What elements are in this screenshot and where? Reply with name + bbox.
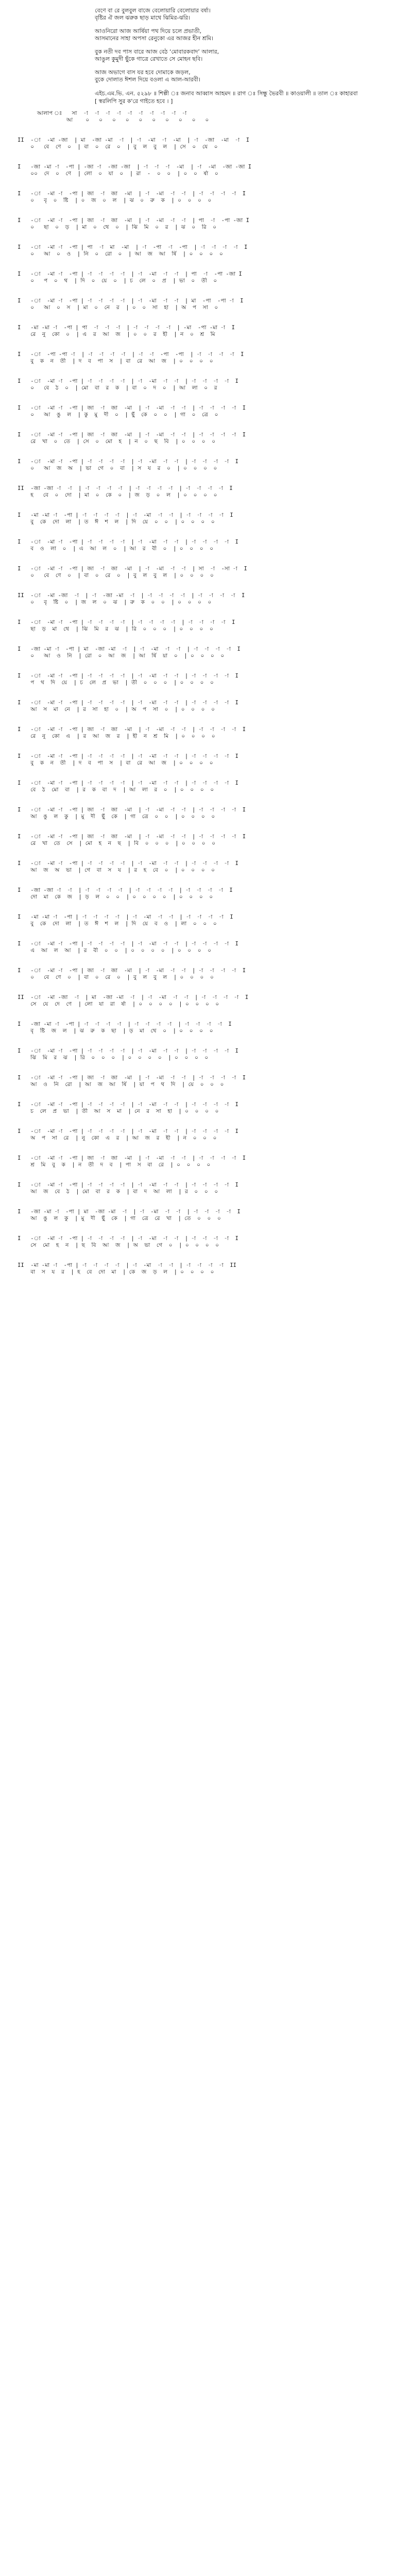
swara-row: I -া -মা -া -পা | জা -া জা -মা | -া -মা -া -া | -া -া -া -া I — [18, 432, 246, 438]
swara-row: I -া -মা -া -পা | পা -া মা -মা | -া -পা -া -পা | -া -া -া -া I — [18, 244, 248, 250]
poem-line: আজ অভাগে বাস যর হবে দোমাকে জড়ল, — [95, 69, 191, 76]
lyric-row: ০ আ ঙু ল | কু মু দী ০ | ছুঁ কে ০ ০ | গা ০ ত্রে ০ — [18, 412, 218, 418]
poem-line: বুক নতী দব পাস বারে আজ বেঠ ‘মোবারকবাদ’ আলার, — [95, 48, 219, 55]
swara-row: I -া -মা -া -পা | জা -া জা -মা | -া -মা -া -া | -া -া -া -া I — [18, 1075, 246, 1081]
swara-row: I -মা -মা -া -পা | -া -া -া -া | -া -মা -া -া | -া -া -া -া I — [18, 512, 233, 518]
poem-line: বেণে বা রে বুলবুল বাজে বেলোয়ারি বেলোয়ার বর্ষা। — [95, 7, 211, 14]
lyric-row: বৃ ষ্টি জ ল | ঝ রু ক ছা | ড় মা থে ০ | ০ ০ ০ ০ — [18, 1028, 213, 1034]
swara-row: I -া -মা -া -পা | -া -া -া -া | -া -মা -া -া | -া -া -া -া I — [18, 1101, 238, 1108]
swara-row: আলাপ ঃ সা -া -া -া -া -া -া -া -া -া -া — [18, 110, 187, 116]
swara-row: I -া -মা -া -পা | -া -া -া -া | -া -মা -া -া | -া -া -া -া I — [18, 673, 238, 679]
swara-row: I -া -মা -া -পা | -া -া -া -া | -া -মা -া -া | -া -া -া -া I — [18, 1182, 238, 1188]
swara-row: I -া -মা -া -পা | -া -া -া -া | -া -মা -া -া | -া -া -া -া I — [18, 539, 238, 545]
lyric-row: ০ বৃ ষ্টি ০ | জ ল ০ ঝ | রু ক ০ ০ | ০ ০ ০ ০ — [18, 599, 212, 605]
poem-stanza — [95, 28, 394, 42]
lyric-row: রে খা তে সে | মো হ ন ছ | বি ০ ০ ০ | ০ ০ ০ ০ — [18, 840, 216, 846]
lyric-row: ০ বে ণে ০ | বা ০ রে ০ | বু ল বু ল | সে ০ যে ০ — [18, 144, 218, 150]
swara-row: II -জা -জা -া -া | -া -া -া -া | -া -া -া -া | -া -া -া -া I — [18, 485, 233, 492]
lyric-row: বু ক ন তী | দ ব পা স | বা রে আ জ | ০ ০ ০ ০ — [18, 760, 213, 766]
lyric-row: রে খা ০ তে | সে ০ মো হ | ন ০ ছ বি | ০ ০ ০ ০ — [18, 438, 216, 445]
swara-row: I -া -মা -া -পা | -া -া -া -া | -া -মা -া -া | পা -া -পা -জা I — [18, 271, 242, 277]
swara-row: II -া -মা -জা -া | মা -জা -মা -া | -া -মা -া -া | -া -া -া -া I — [18, 994, 249, 1001]
notation-sheet — [18, 110, 394, 1276]
lyric-row: বে ঠ মো বা | র ক বা দ | আ লা র ০ | ০ ০ ০ ০ — [18, 787, 214, 793]
lyric-row: বু ক ন তী | দ ব পা স | বা রে আ জ | ০ ০ ০ ০ — [18, 358, 213, 364]
lyric-row: আ স মা নে | র সা হা ০ | অ প সা ০ | ০ ০ ০ ০ — [18, 706, 215, 713]
swara-row: I -া -মা -া -পা | জা -া জা -মা | -া -মা -া -া | -া -া -া -া I — [18, 834, 246, 840]
lyric-row: ব ও লা ০ | এ আ ল ০ | আ র বী ০ | ০ ০ ০ ০ — [18, 546, 214, 552]
lyric-row: আ ঙু ল কু | মু দী ছুঁ কে | গা ত্রে ০ ০ | ০ ০ ০ ০ — [18, 814, 215, 820]
lyric-row: রে নু কো ০ | এ র আ জ | ০ ০ র হী | ন ০ শ্র মি — [18, 331, 215, 337]
poem-stanza — [95, 7, 394, 22]
swara-row: I -া -মা -া -পা | -া -া -া -া | -া -মা -া -া | -া -া -া -া I — [18, 1128, 238, 1134]
swara-row: I -া -মা -া -পা | -া -া -া -া | -া -মা -া -া | -া -া -া -া I — [18, 780, 238, 786]
lyric-row: আ ০ ০ ০ ০ ০ ০ ০ ০ ০ ০ — [18, 117, 209, 123]
lyric-row: আ ও নি রো | আ জ আ র্ষি | য়া প থ দি | য়ে ০ ০ ০ — [18, 1081, 224, 1088]
lyric-row: অ প সা রে | নু কো এ র | আ জ র হী | ন ০ ০ ০ — [18, 1135, 217, 1141]
lyric-row: ০ আ ০ স | মা ০ নে র | ০ ০ সা হা | অ প সা ০ — [18, 304, 218, 311]
lyric-row: ০ আ ও নি | রো ০ আ জ | আ র্ষি য়া ০ | ০ ০ ০ ০ — [18, 653, 225, 659]
poem-stanza — [95, 48, 394, 63]
swara-row: I -া -মা -া -পা | জা -া জা -মা | -া -মা -া -া | সা -া -সা -া I — [18, 566, 247, 572]
swara-row: I -া -মা -া -পা | জা -া জা -মা | -া -মা -া -া | -া -া -া -া I — [18, 191, 246, 197]
singing-instruction: [ স্বরলিপি সুর ক'রে গাইতে হবে । ] — [95, 98, 173, 105]
lyric-row: ০ আ জ অ | ভা গে ০ বা | স য র ০ | ০ ০ ০ ০ — [18, 465, 217, 471]
lyric-row: বু কে দো লা | ত ঈ শ ল | দি য়ে ০ ০ | ০ ০ ০ ০ — [18, 519, 215, 525]
lyric-row: সে মো হ ন | ছ বি আ জ | অ ভা গে ০ | ০ ০ ০ ০ — [18, 1242, 219, 1248]
swara-row: I -া -মা -া -পা | -া -া -া -া | -া -মা -া -া | -া -া -া -া I — [18, 700, 238, 706]
swara-row: I -া -মা -া -পা | -া -া -া -া | -া -মা -া -া | -া -া -া -া I — [18, 378, 238, 384]
swara-row: I -া -মা -া -পা | -া -া -া -া | -া -মা -া -া | -া -া -া -া I — [18, 1048, 238, 1054]
swara-row: I -া -মা -া -পা | -া -া -া -া | -া -া -া -া | -া -া -া -া I — [18, 619, 235, 625]
poem-line: আসমানের সাহা অপসা রেনুকো এর আজর হীন শ্রমি। — [95, 35, 213, 42]
lyric-row: ০ বে ণে ০ | বা ০ রে ০ | বু ল বু ল | ০ ০ ০ ০ — [18, 974, 214, 980]
recording-info: এইচ.এম.ভি. এন. ৫২৯৮ ॥ শিল্পী ঃ জনাব আব্বাস আহমদ ॥ রাগ ঃ সিন্ধু ভৈরবী ॥ কাওয়ালী ॥ তাল ঃ কাহারবা — [95, 90, 358, 97]
swara-row: I -া -মা -া -পা | জা -া জা -মা | -া -মা -া -া | -া -া -া -া I — [18, 807, 246, 813]
swara-row: I -া -মা -া -পা | -া -া -া -া | -া -মা -া -া | -া -া -া -া I — [18, 860, 238, 867]
lyric-row: ঝি মি র ঝ | রি ০ ০ ০ | ০ ০ ০ ০ | ০ ০ ০ ০ — [18, 1055, 209, 1061]
swara-row: I -া -মা -া -পা | জা -া জা -মা | -া -মা -া -া | -া -া -া -া I — [18, 968, 246, 974]
song-info — [18, 90, 394, 105]
swara-row: I -া -মা -া -পা | -া -া -া -া | -া -মা -া -া | -া -া -া -া I — [18, 459, 238, 465]
swara-row: I -জা -জা -া -া | -া -া -া -া | -া -া -া -া | -া -া -া -া I — [18, 887, 233, 893]
lyric-row: ছা ড় মা থে | ঝি মি র ঝ | রি ০ ০ ০ | ০ ০ ০ ০ — [18, 626, 213, 632]
swara-row: I -মা -মা -া -পা | পা -া -া -া | -া -া -া -া | -মা -পা -মা -া I — [18, 325, 235, 331]
lyric-row: প থ দি য়ে | চ লে প্র ভা | তী ০ ০ ০ | ০ ০ ০ ০ — [18, 680, 214, 686]
lyric-row: ০ ছা ০ ড় | মা ০ থে ০ | ঝি মি ০ র | ঝ ০ রি ০ — [18, 224, 217, 230]
swara-row: I -া -মা -া -পা | জা -া জা -মা | -া -মা -া -া | -া -া -া -া I — [18, 1155, 246, 1161]
lyric-row: রে নু কো এ | র আ জ র | হী ন শ্র মি | ০ ০ ০ ০ — [18, 733, 215, 739]
lyric-row: ০ বৃ ০ ষ্টি | ০ জ ০ ল | ঝ ০ রু ক | ০ ০ ০ ০ — [18, 197, 212, 204]
lyric-row: চ লে প্র ভা | তী আ স মা | নে র সা হা | ০ ০ ০ ০ — [18, 1108, 219, 1114]
lyric-row: বু কে দো লা | ত ঈ শ ল | দি য়ে ব ও | লা ০ ০ ০ — [18, 921, 217, 927]
lyric-row: আ জ অ ভা | গে বা স য | র হ বে ০ | ০ ০ ০ ০ — [18, 867, 215, 873]
swara-row: I -জা -মা -া -পা | -া -া -া -া | -া -া -া -া | -া -া -া -া I — [18, 1021, 232, 1027]
poem-line: বৃষ্টির ঐ জল ঝরুক ছাড় মাথে ঝিমির-ঝরি। — [95, 14, 190, 21]
lyric-row: হ বে ০ দো | মা ০ কে ০ | জ ড় ০ ল | ০ ০ ০ ০ — [18, 492, 217, 498]
swara-row: II -মা -মা -া -পা | -া -া -া -া | -া -মা -া -া | -া -া -া -া II — [18, 1262, 236, 1268]
swara-row: II -া -মা -জা | মা -জা -মা -া | -া -মা -া -মা | -া -জা -মা -া I — [18, 137, 250, 143]
swara-row: I -া -মা -া -পা | জা -া জা -মা | -া -মা -া -া | -া -া -া -া I — [18, 405, 246, 411]
lyric-row: ০ বে ণে ০ | বা ০ রে ০ | বু ল বু ল | ০ ০ ০ ০ — [18, 572, 214, 579]
poem-line: আঙুল কুমুদী ছুঁকে গাত্রে রেখাতে সে মোহন ছবি। — [95, 56, 203, 62]
swara-row: I -জা -মা -া -পা | -জা -া -জা -জা | -া -া -া -মা | -া -মা -জা -জা I — [18, 164, 252, 170]
poem-stanza — [95, 69, 394, 83]
swara-row: I -মা -মা -া -পা | -া -া -া -া | -া -মা -া -া | -া -া -া -া I — [18, 914, 233, 920]
swara-row: I -া -মা -া -পা | -া -া -া -া | -া -মা -া -া | -া -া -া -া I — [18, 753, 238, 759]
swara-row: I -া -মা -া -পা | জা -া জা -মা | -া -মা -া -া | পা -া -পা -জা I — [18, 217, 249, 224]
swara-row: I -া -পা -পা -া | -া -া -া -া | -া -া -পা -পা | -া -া -া -া I — [18, 351, 244, 358]
lyric-row: আ ঙু ল কু | মু দী ছুঁ কে | গা ত্রে রে খা | তে ০ ০ ০ — [18, 1215, 221, 1222]
swara-row: I -া -মা -া -পা | -া -া -া -া | -া -মা -া -া | -া -া -া -া I — [18, 941, 238, 947]
lyric-row: এ আ ল আ | র বী ০ ০ | ০ ০ ০ ০ | ০ ০ ০ ০ — [18, 947, 212, 954]
lyric-row: সে যে দে ণে | লো যা রা র্ষা | ০ ০ ০ ০ | ০ ০ ০ ০ — [18, 1001, 219, 1007]
swara-row: I -জা -মা -া -পা | মা -জা -মা -া | -া -মা -া -া | -া -া -া -া I — [18, 646, 241, 652]
lyric-row: দো মা কে জ | ড় ল ০ ০ | ০ ০ ০ ০ | ০ ০ ০ ০ — [18, 894, 213, 900]
swara-row: I -া -মা -া -পা | জা -া জা -মা | -া -মা -া -া | -া -া -া -া I — [18, 726, 246, 733]
lyric-row: ০ আ ০ ও | নি ০ রো ০ | আ জ আ র্ষি | ০ ০ ০ ০ — [18, 251, 223, 257]
lyric-row: ০ বে ঠ ০ | মো বা র ক | বা ০ দ ০ | আ লা ০ র — [18, 385, 217, 391]
poem-line: বুকে দোলাত ঈশল দিয়ে বওলা এ আল-আরবী। — [95, 76, 201, 83]
swara-row: II -া -মা -জা -া | -া -জা -মা -া | -া -া -া -া | -া -া -া -া I — [18, 592, 245, 599]
lyric-row: ০০ দে ০ ণে | লো ০ যা ০ | রা - ০ ০ | ০ ০ র্ষা ০ — [18, 171, 218, 177]
swara-row: I -জা -মা -া -পা | মা -জা -মা -া | -া -মা -া -া | -া -া -া -া I — [18, 1209, 241, 1215]
lyric-row: ০ প ০ থ | দি ০ য়ে ০ | চ লে ০ প্র | ভা ০ তী ০ — [18, 278, 217, 284]
lyric-row: শ্র মি বু ক | ন তী দ ব | পা স বা রে | ০ ০ ০ ০ — [18, 1162, 211, 1168]
lyric-row: আ জ বে ঠ | মো বা র ক | বা দ আ লা | র ০ ০ ০ — [18, 1189, 218, 1195]
poem-line: আওনিরো আজ আৰ্ষিয়া পথ দিয়ে চলে প্রভাতী, — [95, 28, 202, 35]
swara-row: I -া -মা -া -পা | -া -া -া -া | -া -মা -া -া | মা -পা -পা -া I — [18, 298, 244, 304]
lyric-row: বা স য র | হ বে দো মা | কে জ ড় ল | ০ ০ ০ ০ — [18, 1269, 214, 1275]
swara-row: I -া -মা -া -পা | -া -া -া -া | -া -মা -া -া | -া -া -া -া I — [18, 1235, 238, 1242]
poem-lyrics — [18, 7, 394, 83]
